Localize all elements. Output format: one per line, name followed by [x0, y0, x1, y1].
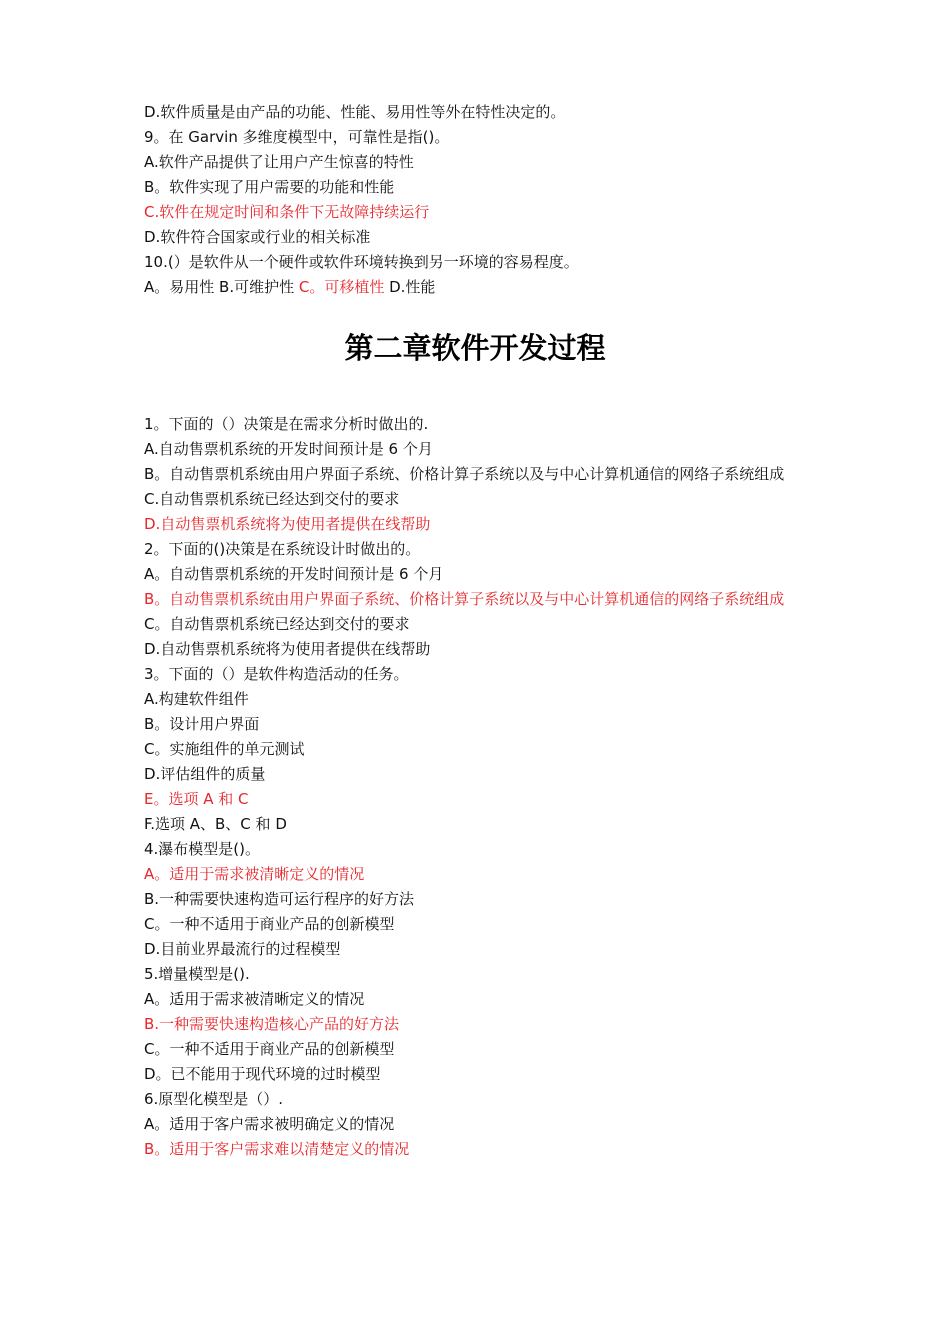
question-line: 6.原型化模型是（）.: [144, 1090, 284, 1108]
question-line: 1。下面的（）决策是在需求分析时做出的.: [144, 415, 429, 433]
option-line: D.自动售票机系统将为使用者提供在线帮助: [144, 640, 431, 658]
previous-chapter-questions: [144, 100, 824, 300]
option-line: A。适用于需求被清晰定义的情况: [144, 990, 365, 1008]
option-line: A.构建软件组件: [144, 690, 249, 708]
question-line: 2。下面的()决策是在系统设计时做出的。: [144, 540, 421, 558]
option-line: D.软件符合国家或行业的相关标准: [144, 228, 371, 246]
chapter-two-questions: [144, 412, 824, 1162]
option-line: A。适用于客户需求被明确定义的情况: [144, 1115, 395, 1133]
option-line: A.软件产品提供了让用户产生惊喜的特性: [144, 153, 414, 171]
option-line: C。一种不适用于商业产品的创新模型: [144, 1040, 395, 1058]
answer-line: B。适用于客户需求难以清楚定义的情况: [144, 1140, 410, 1158]
option-line: A。自动售票机系统的开发时间预计是 6 个月: [144, 565, 444, 583]
option-line: F.选项 A、B、C 和 D: [144, 815, 287, 833]
answer-line: D.自动售票机系统将为使用者提供在线帮助: [144, 515, 431, 533]
question-line: 4.瀑布模型是()。: [144, 840, 261, 858]
answer-line: C.软件在规定时间和条件下无故障持续运行: [144, 203, 430, 221]
option-line: B.一种需要快速构造可运行程序的好方法: [144, 890, 415, 908]
question-line: 9。在 Garvin 多维度模型中，可靠性是指()。: [144, 128, 450, 146]
option-text: D.性能: [384, 278, 436, 296]
answer-line: A。适用于需求被清晰定义的情况: [144, 865, 365, 883]
q10-options-line: [144, 275, 824, 300]
option-line: A.自动售票机系统的开发时间预计是 6 个月: [144, 440, 433, 458]
option-line: D.评估组件的质量: [144, 765, 266, 783]
option-line: C。自动售票机系统已经达到交付的要求: [144, 615, 410, 633]
answer-line: B。自动售票机系统由用户界面子系统、价格计算子系统以及与中心计算机通信的网络子系统组成: [144, 590, 785, 608]
option-line: B。软件实现了用户需要的功能和性能: [144, 178, 395, 196]
question-line: 5.增量模型是().: [144, 965, 250, 983]
question-line: 3。下面的（）是软件构造活动的任务。: [144, 665, 409, 683]
option-line: C。一种不适用于商业产品的创新模型: [144, 915, 395, 933]
option-text: A。易用性 B.可维护性: [144, 278, 299, 296]
answer-line: B.一种需要快速构造核心产品的好方法: [144, 1015, 400, 1033]
question-line: 10.(）是软件从一个硬件或软件环境转换到另一环境的容易程度。: [144, 253, 579, 271]
option-line: B。自动售票机系统由用户界面子系统、价格计算子系统以及与中心计算机通信的网络子系统组成: [144, 465, 785, 483]
option-line: D.目前业界最流行的过程模型: [144, 940, 341, 958]
answer-line: E。选项 A 和 C: [144, 790, 249, 808]
option-line: C。实施组件的单元测试: [144, 740, 305, 758]
option-line: C.自动售票机系统已经达到交付的要求: [144, 490, 400, 508]
option-line: D。已不能用于现代环境的过时模型: [144, 1065, 381, 1083]
option-line: D.软件质量是由产品的功能、性能、易用性等外在特性决定的。: [144, 103, 566, 121]
chapter-title: 第二章软件开发过程: [344, 331, 606, 365]
answer-text: C。可移植性: [298, 278, 385, 296]
option-line: B。设计用户界面: [144, 715, 260, 733]
